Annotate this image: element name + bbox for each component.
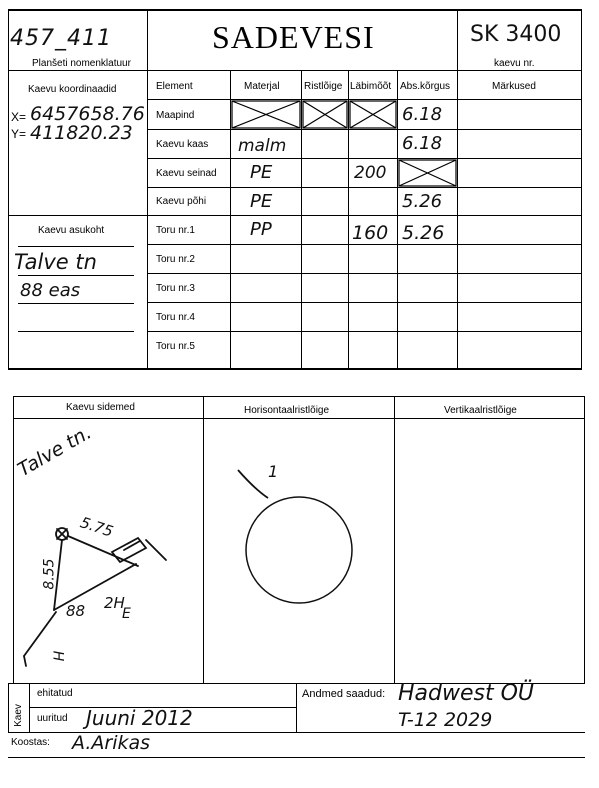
cell-material: PP [250,219,272,240]
y-prefix: Y= [11,127,27,141]
surveyed-label: uuritud [37,713,68,724]
row-element: Kaevu põhi [156,196,207,207]
col-diameter: Läbimõõt [350,81,392,92]
sketch-street-label: Talve tn. [14,421,96,482]
col-element: Element [156,81,193,92]
row-element: Toru nr.1 [156,225,195,236]
data-from-value1: Hadwest OÜ [398,681,535,706]
location-line1: Talve tn [14,250,97,274]
sketch-dim-855: 8.55 [41,558,58,590]
col-abs: Abs.kõrgus [400,81,451,92]
nomenclature-value: 457_411 [10,26,112,51]
location-label: Kaevu asukoht [38,225,105,236]
row-element: Toru nr.3 [156,283,195,294]
cell-abs: 5.26 [402,191,443,212]
row-element: Toru nr.5 [156,341,195,352]
row-element: Toru nr.4 [156,312,195,323]
y-value: 411820.23 [30,122,133,144]
row-element: Maapind [156,110,195,121]
col-material: Materjal [244,81,280,92]
col-notes: Märkused [492,81,536,92]
nomenclature-label: Planšeti nomenklatuur [32,58,131,69]
sketch-label-e: E [122,606,131,622]
form-title: SADEVESI [212,19,375,55]
sketch-dim-575: 5.75 [78,513,116,541]
built-label: ehitatud [37,688,73,699]
pipe-marker-label: 1 [268,462,279,481]
coords-label: Kaevu koordinaadid [28,84,117,95]
cell-abs: 6.18 [402,133,443,154]
x-value: 6457658.76 [30,103,145,125]
well-label: Kaev [12,704,24,727]
cell-diameter: 200 [354,163,387,183]
author-value: A.Arikas [72,732,151,754]
row-element: Kaevu kaas [156,139,209,150]
sketch-label-2h: 2H [104,594,125,612]
horizontal-label: Horisontaalristlõige [244,405,330,416]
cell-material: PE [250,162,273,183]
cell-abs: 5.26 [402,222,445,244]
data-from-label: Andmed saadud: [302,688,386,700]
location-line2: 88 eas [20,280,81,301]
cell-material: malm [238,136,287,156]
cell-material: PE [250,191,273,212]
vertical-label: Vertikaalristlõige [444,405,517,416]
cell-abs: 6.18 [402,104,443,125]
well-number-label: kaevu nr. [494,58,535,69]
cell-diameter: 160 [352,222,389,244]
row-element: Toru nr.2 [156,254,195,265]
sketch-dim-88: 88 [66,602,86,620]
col-cross: Ristlõige [304,81,343,92]
row-element: Kaevu seinad [156,168,217,179]
data-from-value2: T-12 2029 [398,709,493,731]
surveyed-value: Juuni 2012 [86,706,193,730]
connections-label: Kaevu sidemed [66,402,135,413]
well-number: SK 3400 [470,22,562,47]
x-prefix: X= [11,110,27,124]
author-label: Koostas: [11,737,50,748]
sketch-label-h: H [49,650,66,662]
